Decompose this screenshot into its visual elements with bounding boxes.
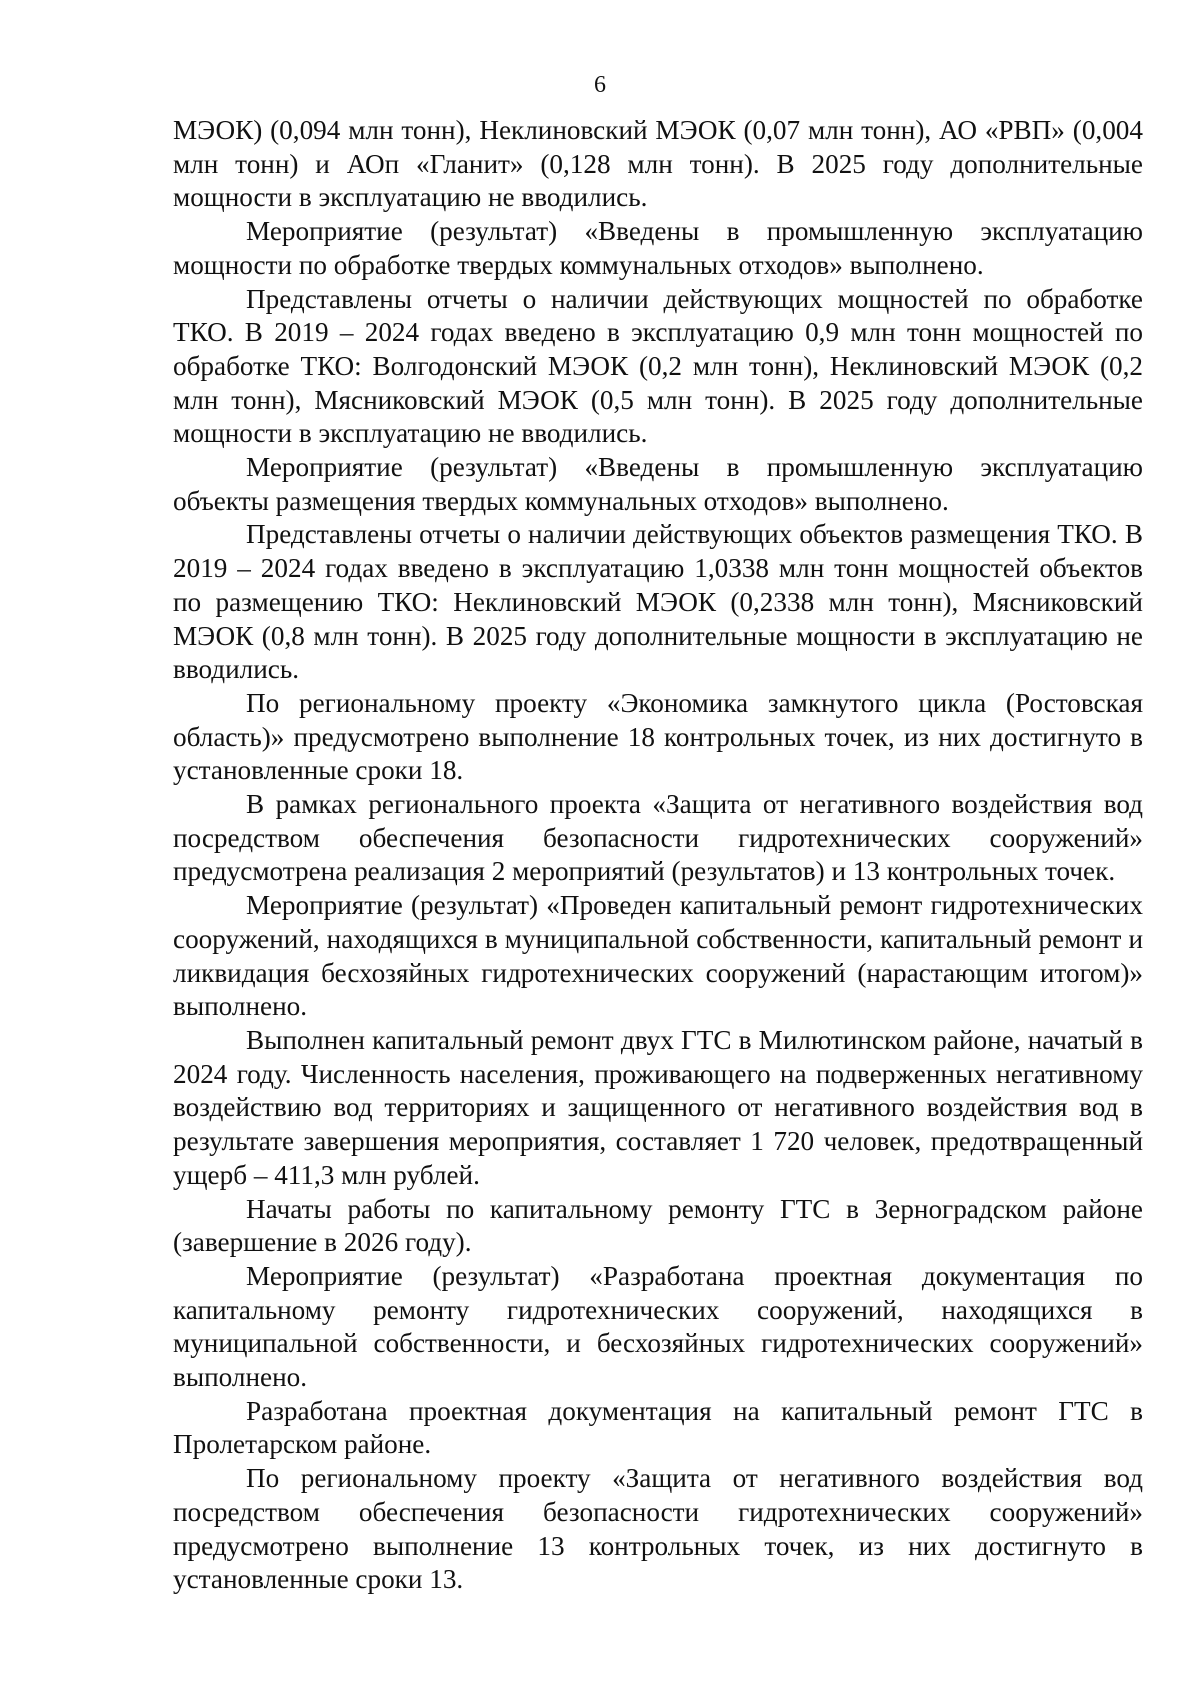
paragraph-11: Мероприятие (результат) «Разработана проектная документация по капитальному ремонту гидротехнических сооружений, находящихся в муниципальной собственности, и бесхозяйных гидротехнических сооружений» выполнено. [173, 1260, 1143, 1393]
paragraph-8: Мероприятие (результат) «Проведен капитальный ремонт гидротехнических сооружений, находящихся в муниципальной собственности, капитальный ремонт и ликвидация бесхозяйных гидротехнических сооружений (нарастающим итогом)» выполнено. [173, 890, 1143, 1022]
paragraph-3: Представлены отчеты о наличии действующих мощностей по обработке ТКО. В 2019 – 2024 годах введено в эксплуатацию 0,9 млн тонн мощностей по обработке ТКО: Волгодонский МЭОК (0,2 млн тонн), Неклиновский МЭОК (0,2 млн тонн), Мясниковский МЭОК (0,5 млн тонн). В 2025 году дополнительные мощности в эксплуатацию не вводились. [173, 283, 1143, 449]
paragraph-1: МЭОК) (0,094 млн тонн), Неклиновский МЭОК (0,07 млн тонн), АО «РВП» (0,004 млн тонн) и АОп «Гланит» (0,128 млн тонн). В 2025 году дополнительные мощности в эксплуатацию не вводились. [173, 115, 1143, 213]
page-number: 6 [594, 72, 606, 98]
paragraph-10: Начаты работы по капитальному ремонту ГТС в Зерноградском районе (завершение в 2026 году). [173, 1193, 1143, 1258]
paragraph-6: По региональному проекту «Экономика замкнутого цикла (Ростовская область)» предусмотрено выполнение 18 контрольных точек, из них достигнуто в установленные сроки 18. [173, 687, 1143, 786]
paragraph-13: По региональному проекту «Защита от негативного воздействия вод посредством обеспечения безопасности гидротехнических сооружений» предусмотрено выполнение 13 контрольных точек, из них достигнуто в установленные сроки 13. [173, 1463, 1143, 1595]
paragraph-5: Представлены отчеты о наличии действующих объектов размещения ТКО. В 2019 – 2024 годах введено в эксплуатацию 1,0338 млн тонн мощностей объектов по размещению ТКО: Неклиновский МЭОК (0,2338 млн тонн), Мясниковский МЭОК (0,8 млн тонн). В 2025 году дополнительные мощности в эксплуатацию не вводились. [173, 519, 1143, 685]
paragraph-2: Мероприятие (результат) «Введены в промышленную эксплуатацию мощности по обработке твердых коммунальных отходов» выполнено. [173, 216, 1143, 280]
document-body [173, 114, 1143, 1597]
paragraph-9: Выполнен капитальный ремонт двух ГТС в Милютинском районе, начатый в 2024 году. Численность населения, проживающего на подверженных негативному воздействию вод территориях и защищенного от негативного воздействия вод в результате завершения мероприятия, составляет 1 720 человек, предотвращенный ущерб – 411,3 млн рублей. [173, 1024, 1143, 1190]
paragraph-4: Мероприятие (результат) «Введены в промышленную эксплуатацию объекты размещения твердых коммунальных отходов» выполнено. [173, 452, 1143, 516]
paragraph-7: В рамках регионального проекта «Защита от негативного воздействия вод посредством обеспечения безопасности гидротехнических сооружений» предусмотрена реализация 2 мероприятий (результатов) и 13 контрольных точек. [173, 789, 1143, 887]
paragraph-12: Разработана проектная документация на капитальный ремонт ГТС в Пролетарском районе. [173, 1395, 1143, 1460]
